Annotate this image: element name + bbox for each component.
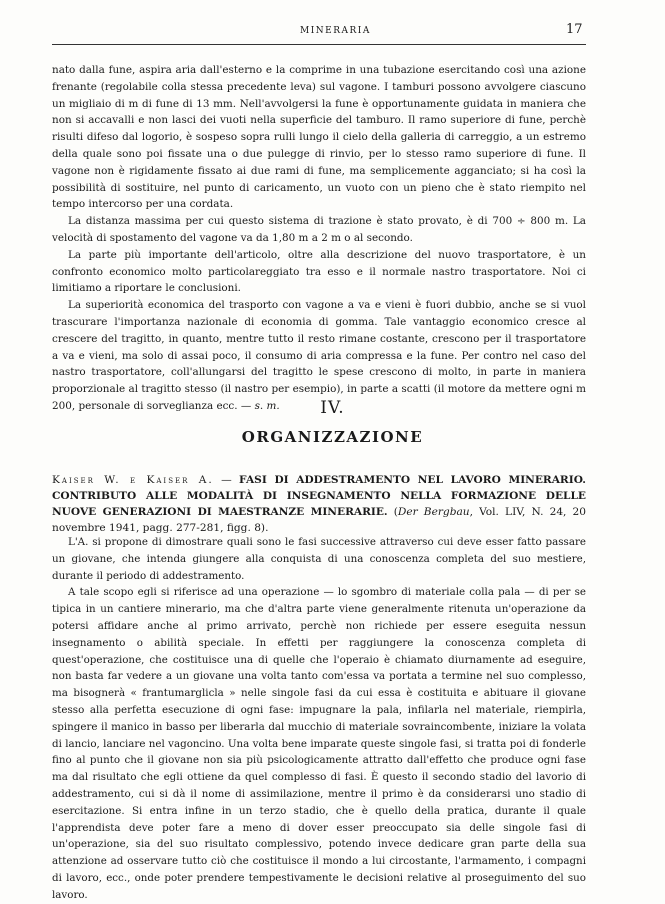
page-number: 17	[566, 22, 583, 37]
paragraph-3: La parte più importante dell'articolo, oltre alla descrizione del nuovo trasportatore, è un confronto economico molto particolareggiato tra esso e il normale nastro trasportatore. Noi ci limitiamo a riportare le conclusioni.	[52, 248, 586, 295]
entry-journal: Der Bergbau	[397, 506, 470, 518]
entry-reference: , Vol. LIV, N. 24, 20 novembre 1941, pagg. 277-281, figg. 8).	[52, 506, 587, 534]
section-number: IV.	[320, 398, 345, 418]
entry-authors: Kaiser W. e Kaiser A.	[52, 474, 214, 486]
running-head: MINERARIA	[300, 26, 371, 36]
top-text-block	[52, 62, 586, 415]
paragraph-4-text: La superiorità economica del trasporto con vagone a va e vieni è fuori dubbio, anche se si vuol trascurare l'importanza nazionale di economia di gomma. Tale vantaggio economico cresce al crescere del tragitto, in quanto, mentre tutto il resto rimane costante, crescono per il trasportatore a va e vieni, ma solo di assai poco, il consumo di aria compressa e la fune. Per contro nel caso del nastro trasportatore, coll'allungarsi del tragitto le spese crescono di molto, in parte in maniera proporzionale al tragitto stesso (il nastro per esempio), in parte a scatti (il motore da mettere ogni m 200, personale di sorveglianza ecc. —	[52, 299, 586, 412]
entry-title: FASI DI ADDESTRAMENTO NEL LAVORO MINERARIO. CONTRIBUTO ALLE MODALITÀ DI INSEGNAMENTO NELLA FORMAZIONE DELLE NUOVE GENERAZIONI DI MAESTRANZE MINERARIE.	[52, 474, 586, 518]
paragraph-2: La distanza massima per cui questo sistema di trazione è stato provato, è di 700 ÷ 800 m. La velocità di spostamento del vagone va da 1,80 m a 2 m o al secondo.	[52, 215, 586, 244]
signature: s. m.	[254, 399, 280, 412]
entry-heading: Kaiser W. e Kaiser A. — FASI DI ADDESTRAMENTO NEL LAVORO MINERARIO. CONTRIBUTO ALLE MODALITÀ DI INSEGNAMENTO NELLA FORMAZIONE DELLE NUOVE GENERAZIONI DI MAESTRANZE MINERARIE. (Der Bergbau, Vol. LIV, N. 24, 20 novembre 1941, pagg. 277-281, figg. 8).	[52, 474, 587, 534]
entry-paragraph-2: A tale scopo egli si riferisce ad una operazione — lo sgombro di materiale colla pala — di per se tipica in un cantiere minerario, ma che d'altra parte viene generalmente ritenuta un'operazione da potersi affidare anche al primo arrivato, perchè non richiede per essere eseguita nessun insegnamento o abilità speciale. In effetti per raggiungere la conoscenza completa di quest'operazione, che costituisce una di quelle che l'operaio è chiamato diurnamente ad eseguire, non basta far vedere a un giovane una volta tanto com'essa va portata a termine nel suo complesso, ma bisognerà « frantumarglicla » nelle singole fasi da cui essa è costituita e abituare il giovane stesso alla perfetta esecuzione di ogni fase: impugnare la pala, infilarla nel materiale, riempirla, spingere il manico in basso per liberarla dal mucchio di materiale sovraincombente, iniziare la volata di lancio, lanciare nel vagoncino. Una volta bene imparate queste singole fasi, si tratta poi di fonderle fino al punto che il giovane non sia più psicologicamente attratto dall'effetto che produce ogni fase ma dal risultato che egli ottiene da quel complesso di fasi. È questo il secondo stadio del lavorio di addestramento, cui si dà il nome di assimilazione, mentre il primo è da considerarsi uno stadio di esercitazione. Si entra infine in un terzo stadio, che è quello della pratica, durante il quale l'apprendista deve poter fare a meno di dover esser preoccupato sia delle singole fasi di un'operazione, sia del suo risultato complessivo, potendo invece dedicare gran parte della sua attenzione ad osservare tutto ciò che costituisce il mondo a lui circostante, l'armamento, i compagni di lavoro, ecc., onde poter prendere tempestivamente le decisioni relative al proseguimento del suo lavoro.	[52, 586, 586, 901]
entry-paragraph-1: L'A. si propone di dimostrare quali sono le fasi successive attraverso cui deve esser fatto passare un giovane, che intenda giungere alla conquista di una conoscenza completa del suo mestiere, durante il periodo di addestramento.	[52, 536, 586, 582]
header-rule	[52, 44, 586, 45]
entry-body	[52, 534, 586, 904]
entry-dash: —	[213, 474, 240, 486]
section-title: ORGANIZZAZIONE	[241, 428, 424, 446]
paragraph-1: nato dalla fune, aspira aria dall'esterno e la comprime in una tubazione esercitando così una azione frenante (regolabile colla stessa precedente leva) sul vagone. I tamburi possono avvolgere ciascuno un migliaio di m di fune di 13 mm. Nell'avvolgersi la fune è opportunamente guidata in maniera che non si accavalli e non lasci dei vuoti nella superficie del tamburo. Il ramo superiore di fune, perchè risulti difeso dal logorio, è sospeso sopra rulli lungo il cielo della galleria di carreggio, a un estremo della quale sono poi fissate una o due pulegge di rinvio, per lo stesso ramo superiore di fune. Il vagone non è rigidamente fissato ai due rami di fune, ma semplicemente agganciato; si ha così la possibilità di sostituire, nel punto di caricamento, un vuoto con un pieno che è stato riempito nel tempo intercorso per una cordata.	[52, 64, 586, 211]
